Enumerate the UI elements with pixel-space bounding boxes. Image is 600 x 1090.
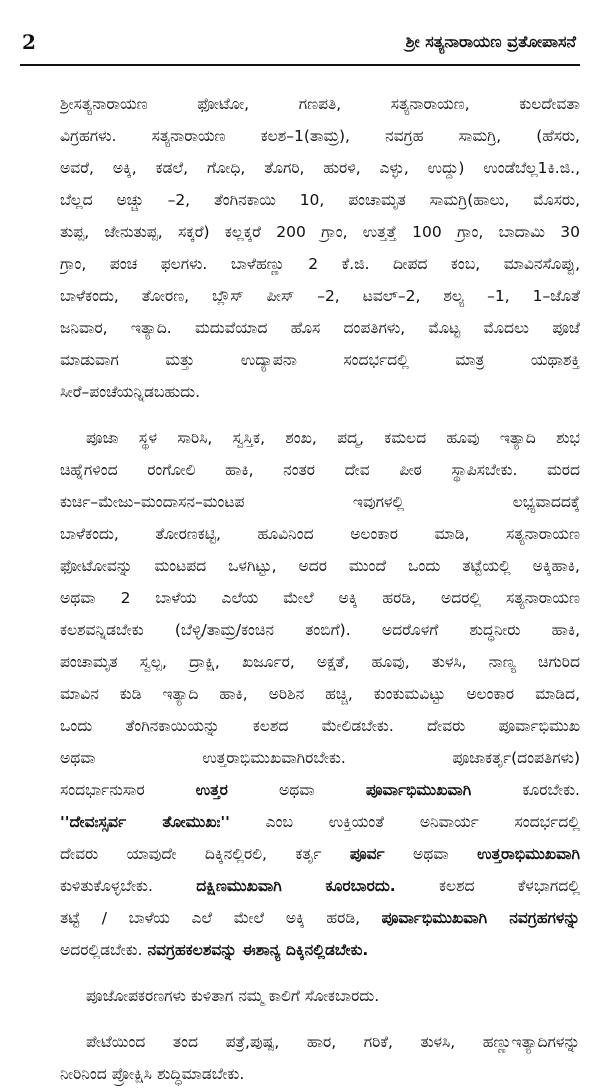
bold-text: ಪೂರ್ವ bbox=[349, 845, 385, 863]
text-line: ಮಾಡುವಾಗ ಮತ್ತು ಉದ್ಯಾಪನಾ ಸಂದರ್ಭದಲ್ಲಿ ಮಾತ್ರ ಯಥಾಶಕ್ತಿ bbox=[60, 351, 580, 369]
line-text: ಕಲಶದ ಕೆಳಭಾಗದಲ್ಲಿ bbox=[395, 877, 580, 895]
text-line: ಪೂಜಾ ಸ್ಥಳ ಸಾರಿಸಿ, ಸ್ವಸ್ತಿಕ, ಶಂಖ, ಪದ್ಮ, ಕಮಲದ ಹೂವು ಇತ್ಯಾದಿ ಶುಭ bbox=[86, 429, 580, 447]
text-line: ಸೀರೆ–ಪಂಚೆಯನ್ನಿಡಬಹುದು. bbox=[60, 383, 200, 401]
text-line bbox=[60, 774, 580, 806]
bold-text: ಉತ್ತರ bbox=[195, 781, 228, 799]
text-line: ತುಪ್ಪ, ಜೇನುತುಪ್ಪ, ಸಕ್ಕರೆ) ಕಲ್ಲಕ್ಕರೆ 200 ಗ್ರಾಂ, ಉತ್ತತ್ತೆ 100 ಗ್ರಾಂ, ಬಾದಾಮಿ 30 bbox=[60, 223, 580, 241]
text-line: ಪೇಟೆಯಿಂದ ತಂದ ಪತ್ರೆ,ಪುಷ್ಪ, ಹಾರ, ಗರಿಕೆ, ತುಳಸಿ, ಹಣ್ಣುಇತ್ಯಾದಿಗಳನ್ನು bbox=[86, 1033, 580, 1051]
text-line bbox=[60, 902, 580, 934]
paragraph-gap bbox=[60, 1012, 580, 1026]
paragraph-materials bbox=[60, 88, 580, 408]
text-line bbox=[60, 806, 580, 838]
line-text: ತಟ್ಟೆ / ಬಾಳೆಯ ಎಲೆ ಮೇಲೆ ಅಕ್ಕಿ ಹರಡಿ, bbox=[60, 909, 382, 927]
text-line bbox=[60, 934, 580, 966]
text-line: ಬಾಳೆಕಂದು, ತೋರಣ, ಬ್ಲೌಸ್ ಪೀಸ್ –2, ಟವಲ್–2, ಶಲ್ಯ –1, 1–ಜೊತೆ bbox=[60, 287, 580, 305]
text-line: ಪಂಚಾಮೃತ ಸ್ವಲ್ಪ, ದ್ರಾಕ್ಷಿ, ಖರ್ಜೂರ, ಅಕ್ಷತೆ, ಹೂವು, ತುಳಸಿ, ನಾಣ್ಯ ಚಿಗುರಿದ bbox=[60, 653, 580, 671]
text-line: ಶ್ರೀಸತ್ಯನಾರಾಯಣ ಫೋಟೋ, ಗಣಪತಿ, ಸತ್ಯನಾರಾಯಣ, ಕುಲದೇವತಾ bbox=[60, 95, 580, 113]
line-text: ಅಥವಾ bbox=[384, 845, 478, 863]
line-text: ಕುಳಿತುಕೊಳ್ಳಬೇಕು. bbox=[60, 877, 197, 895]
running-title: ಶ್ರೀ ಸತ್ಯನಾರಾಯಣ ವ್ರತೋಪಾಸನೆ bbox=[405, 32, 576, 51]
text-line: ಚಿಹ್ನೆಗಳಿಂದ ರಂಗೋಲಿ ಹಾಕಿ, ನಂತರ ದೇವ ಪೀಠ ಸ್ಥಾಪಿಸಬೇಕು. ಮರದ bbox=[60, 461, 580, 479]
page-header bbox=[20, 30, 580, 66]
text-line: ಅಥವಾ 2 ಬಾಳೆಯ ಎಲೆಯ ಮೇಲೆ ಅಕ್ಕಿ ಹರಡಿ, ಅದರಲ್ಲಿ ಸತ್ಯನಾರಾಯಣ bbox=[60, 589, 580, 607]
text-line bbox=[60, 838, 580, 870]
line-text: ಎಂಬ ಉಕ್ತಿಯಂತೆ ಅನಿವಾರ್ಯ ಸಂದರ್ಭದಲ್ಲಿ bbox=[229, 813, 580, 831]
text-line: ಬೆಲ್ಲದ ಅಚ್ಚು –2, ತೆಂಗಿನಕಾಯಿ 10, ಪಂಚಾಮೃತ ಸಾಮಗ್ರಿ(ಹಾಲು, ಮೊಸರು, bbox=[60, 191, 580, 209]
text-line: ಕುರ್ಚಿ–ಮೇಜು–ಮಂದಾಸನ–ಮಂಟಪ ಇವುಗಳಲ್ಲಿ ಲಭ್ಯವಾದದಕ್ಕೆ bbox=[60, 493, 580, 511]
text-line: ಕಲಶವನ್ನಿಡಬೇಕು (ಬೆಳ್ಳಿ/ತಾಮ್ರ/ಕಂಚಿನ ತಂಬಿಗೆ). ಅದರೊಳಗೆ ಶುದ್ಧನೀರು ಹಾಕಿ, bbox=[60, 621, 580, 639]
page-body bbox=[60, 88, 580, 1090]
text-line: ಒಂದು ತೆಂಗಿನಕಾಯಿಯನ್ನು ಕಲಶದ ಮೇಲಿಡಬೇಕು. ದೇವರು ಪೂರ್ವಾಭಿಮುಖ bbox=[60, 717, 580, 735]
bold-text: ಉತ್ತರಾಭಿಮುಖವಾಗಿ bbox=[477, 845, 580, 863]
line-text: ಕೂರಬೇಕು. bbox=[471, 781, 580, 799]
line-text: ದೇವರು ಯಾವುದೇ ದಿಕ್ಕಿನಲ್ಲಿರಲಿ, ಕರ್ತೃ bbox=[60, 845, 350, 863]
text-line: ಅಥವಾ ಉತ್ತರಾಭಿಮುಖವಾಗಿರಬೇಕು. ಪೂಜಾಕರ್ತೃ(ದಂಪತಿಗಳು) bbox=[60, 749, 580, 767]
paragraph-gap bbox=[60, 408, 580, 422]
text-line: ಫೋಟೋವನ್ನು ಮಂಟಪದ ಒಳಗಿಟ್ಟು, ಅದರ ಮುಂದೆ ಒಂದು ತಟ್ಟೆಯಲ್ಲಿ ಅಕ್ಕಿಹಾಕಿ, bbox=[60, 557, 580, 575]
page-number: 2 bbox=[22, 30, 36, 54]
paragraph-purification bbox=[60, 1026, 580, 1090]
bold-quote: ''ದೇವಃಸ್ಸರ್ವ ತೋಮುಖಃ'' bbox=[60, 813, 230, 831]
line-text: ಅಥವಾ bbox=[227, 781, 366, 799]
text-line: ಮಾವಿನ ಕುಡಿ ಇತ್ಯಾದಿ ಹಾಕಿ, ಅರಿಶಿನ ಹಚ್ಚಿ, ಕುಂಕುಮವಿಟ್ಟು ಅಲಂಕಾರ ಮಾಡಿದ, bbox=[60, 685, 580, 703]
line-text: ಸಂದರ್ಭಾನುಸಾರ bbox=[60, 781, 196, 799]
text-line: ಬಾಳೆಕಂದು, ತೋರಣಕಟ್ಟಿ, ಹೂವಿನಿಂದ ಅಲಂಕಾರ ಮಾಡಿ, ಸತ್ಯನಾರಾಯಣ bbox=[60, 525, 580, 543]
paragraph-pooja-setup bbox=[60, 422, 580, 966]
text-line: ಅವರೆ, ಅಕ್ಕಿ, ಕಡಲೆ, ಗೋಧಿ, ತೊಗರಿ, ಹುರಳಿ, ಎಳ್ಳು, ಉದ್ದು) ಉಂಡೆಬೆಲ್ಲ1ಕಿ.ಜಿ., bbox=[60, 159, 580, 177]
text-line: ಪೂಜೋಪಕರಣಗಳು ಕುಳಿತಾಗ ನಮ್ಮ ಕಾಲಿಗೆ ಸೋಕಬಾರದು. bbox=[86, 987, 380, 1005]
bold-text: ನವಗ್ರಹಕಲಶವನ್ನು ಈಶಾನ್ಯ ದಿಕ್ಕಿನಲ್ಲಿಡಬೇಕು. bbox=[147, 941, 369, 959]
bold-text: ಪೂರ್ವಾಭಿಮುಖವಾಗಿ ನವಗ್ರಹಗಳನ್ನು bbox=[381, 909, 580, 927]
line-text: ಅದರಲ್ಲಿಡಬೇಕು. bbox=[60, 941, 148, 959]
text-line: ನೀರಿನಿಂದ ಪ್ರೋಕ್ಷಿಸಿ ಶುದ್ಧಿಮಾಡಬೇಕು. bbox=[60, 1065, 245, 1083]
text-line: ಜನಿವಾರ, ಇತ್ಯಾದಿ. ಮದುವೆಯಾದ ಹೊಸ ದಂಪತಿಗಳು, ಮೊಟ್ಟ ಮೊದಲು ಪೂಜೆ bbox=[60, 319, 580, 337]
text-line bbox=[60, 870, 580, 902]
paragraph-instruments bbox=[60, 980, 580, 1012]
bold-text: ಪೂರ್ವಾಭಿಮುಖವಾಗಿ bbox=[365, 781, 472, 799]
paragraph-gap bbox=[60, 966, 580, 980]
bold-text: ದಕ್ಷಿಣಮುಖವಾಗಿ ಕೂರಬಾರದು. bbox=[196, 877, 396, 895]
text-line: ಗ್ರಾಂ, ಪಂಚ ಫಲಗಳು. ಬಾಳೆಹಣ್ಣು 2 ಕೆ.ಜಿ. ದೀಪದ ಕಂಬ, ಮಾವಿನಸೊಪ್ಪು, bbox=[60, 255, 580, 273]
text-line: ವಿಗ್ರಹಗಳು. ಸತ್ಯನಾರಾಯಣ ಕಲಶ–1(ತಾಮ್ರ), ನವಗ್ರಹ ಸಾಮಗ್ರಿ, (ಹೆಸರು, bbox=[60, 127, 580, 145]
